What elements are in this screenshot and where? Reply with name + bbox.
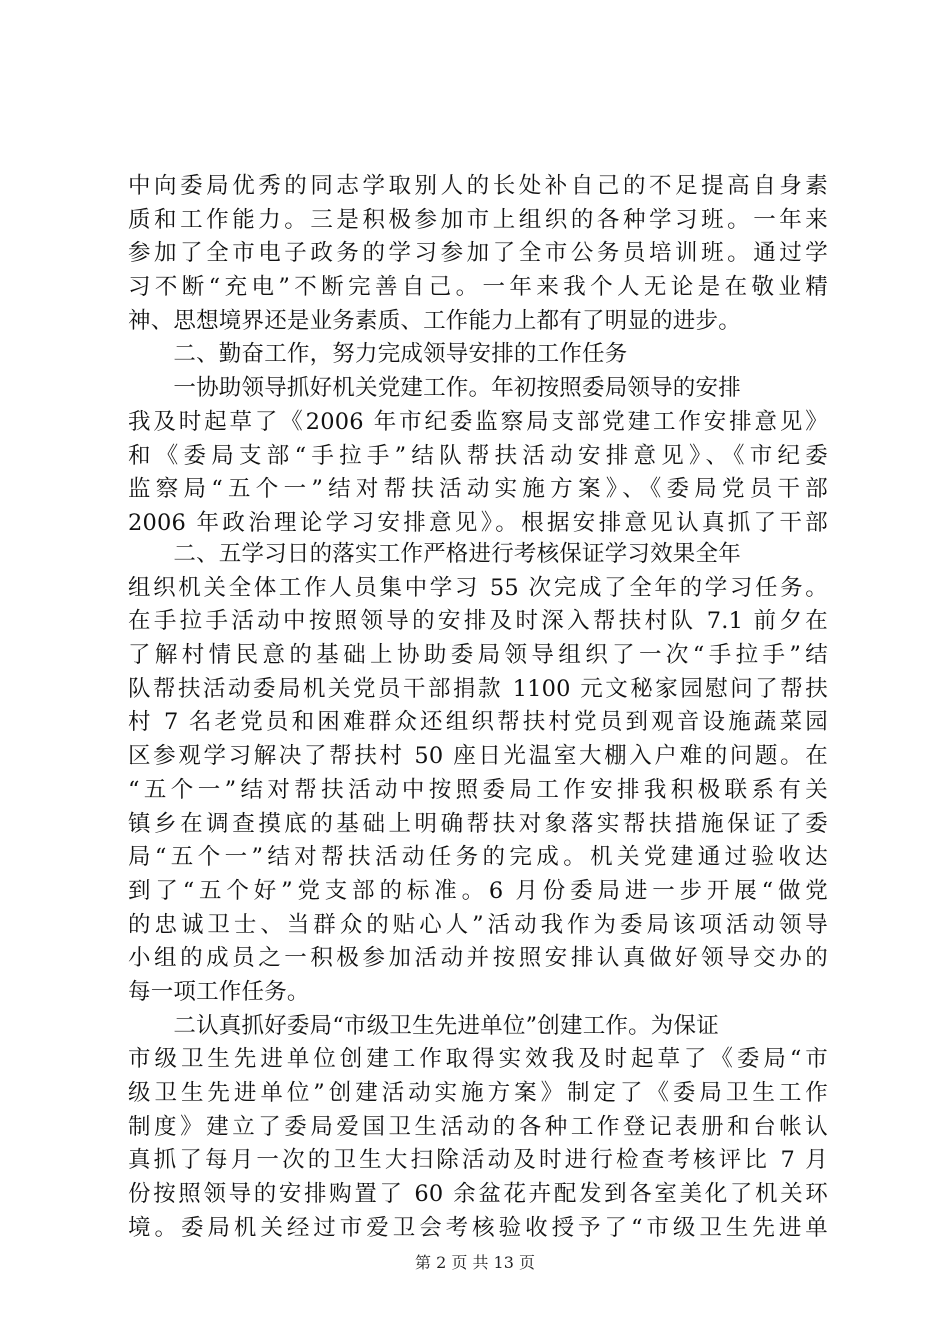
text-line: 中向委局优秀的同志学取别人的长处补自己的不足提高自身素 — [128, 173, 828, 199]
text-line: 二、五学习日的落实工作严格进行考核保证学习效果全年 — [128, 541, 741, 567]
text-line: 质和工作能力。三是积极参加市上组织的各种学习班。一年来 — [128, 206, 828, 233]
text-line: 镇乡在调查摸底的基础上明确帮扶对象落实帮扶措施保证了委 — [128, 810, 828, 837]
text-line: 队帮扶活动委局机关党员干部捐款 1100 元文秘家园慰问了帮扶 — [128, 675, 828, 702]
text-line: 局“五个一”结对帮扶活动任务的完成。机关党建通过验收达 — [128, 844, 828, 871]
text-line: 区参观学习解决了帮扶村 50 座日光温室大棚入户难的问题。在 — [128, 743, 828, 770]
text-line: 一协助领导抓好机关党建工作。年初按照委局领导的安排 — [128, 375, 741, 402]
text-line: 监察局“五个一”结对帮扶活动实施方案》、《委局党员干部 — [128, 476, 828, 503]
text-line: 制度》建立了委局爱国卫生活动的各种工作登记表册和台帐认 — [128, 1113, 828, 1140]
text-line: 每一项工作任务。 — [128, 978, 310, 1005]
paragraph-block-top — [128, 170, 828, 541]
text-line: 二、勤奋工作，努力完成领导安排的工作任务 — [128, 341, 628, 368]
text-line: 神、思想境界还是业务素质、工作能力上都有了明显的进步。 — [128, 307, 741, 334]
text-line: 我及时起草了《2006 年市纪委监察局支部党建工作安排意见》 — [128, 408, 828, 435]
text-line: 组织机关全体工作人员集中学习 55 次完成了全年的学习任务。 — [128, 574, 828, 601]
text-line: 二认真抓好委局“市级卫生先进单位”创建工作。为保证 — [128, 1012, 719, 1039]
text-line: 境。委局机关经过市爱卫会考核验收授予了“市级卫生先进单 — [128, 1214, 828, 1241]
text-line: 小组的成员之一积极参加活动并按照安排认真做好领导交办的 — [128, 945, 828, 972]
text-line: 到了“五个好”党支部的标准。6 月份委局进一步开展“做党 — [128, 877, 828, 904]
paragraph-block-main — [128, 538, 828, 1245]
text-line: 级卫生先进单位”创建活动实施方案》制定了《委局卫生工作 — [128, 1080, 828, 1106]
text-line: 2006 年政治理论学习安排意见》。根据安排意见认真抓了干部 — [128, 509, 828, 536]
text-line: 和《委局支部“手拉手”结队帮扶活动安排意见》、《市纪委 — [128, 442, 828, 469]
text-line: “五个一”结对帮扶活动中按照委局工作安排我积极联系有关 — [128, 776, 828, 803]
text-line: 了解村情民意的基础上协助委局领导组织了一次“手拉手”结 — [128, 642, 828, 669]
text-line: 市级卫生先进单位创建工作取得实效我及时起草了《委局“市 — [128, 1046, 828, 1073]
text-line: 的忠诚卫士、当群众的贴心人”活动我作为委局该项活动领导 — [128, 911, 828, 938]
text-line: 参加了全市电子政务的学习参加了全市公务员培训班。通过学 — [128, 240, 828, 267]
text-line: 在手拉手活动中按照领导的安排及时深入帮扶村队 7.1 前夕在 — [128, 608, 828, 635]
text-line: 村 7 名老党员和困难群众还组织帮扶村党员到观音设施蔬菜园 — [128, 709, 828, 736]
text-line: 习不断“充电”不断完善自己。一年来我个人无论是在敬业精 — [128, 274, 828, 301]
text-line: 真抓了每月一次的卫生大扫除活动及时进行检查考核评比 7 月 — [128, 1147, 828, 1174]
page-number-footer: 第 2 页 共 13 页 — [415, 1253, 535, 1272]
text-line: 份按照领导的安排购置了 60 余盆花卉配发到各室美化了机关环 — [128, 1181, 828, 1208]
